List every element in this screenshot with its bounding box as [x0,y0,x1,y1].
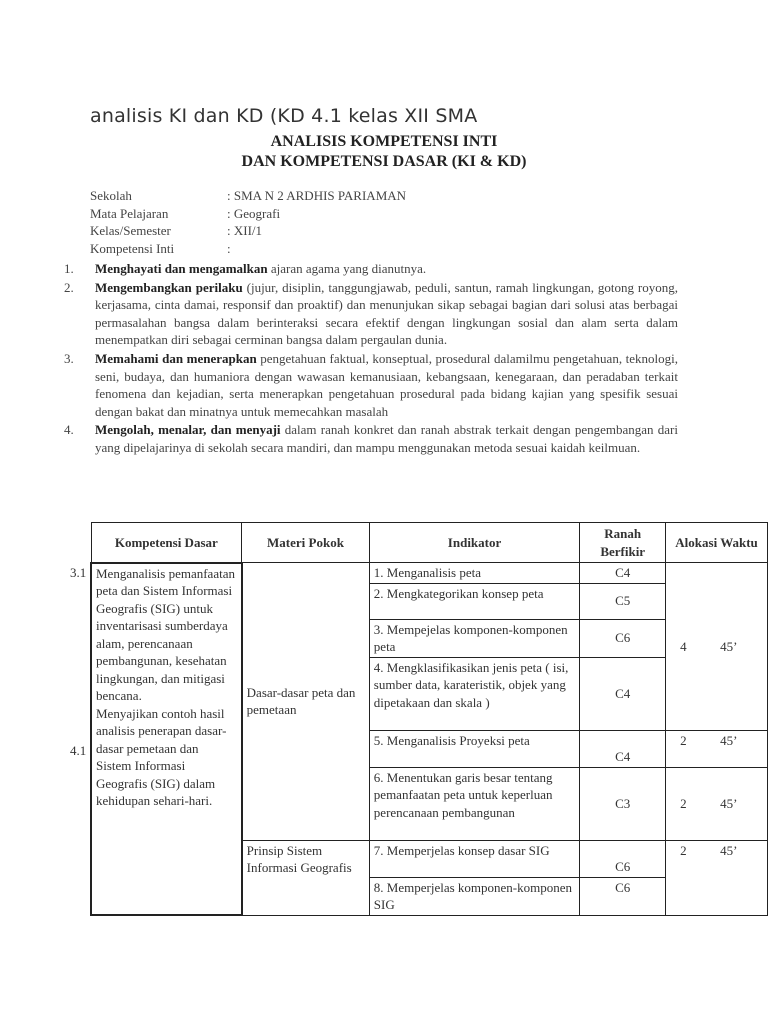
materi-2: Prinsip Sistem Informasi Geografis [242,840,370,915]
ranah-3: C6 [580,619,666,657]
kd-table [90,522,768,916]
info-value: : XII/1 [227,223,263,238]
alokasi-menit: 45’ [720,732,738,748]
info-value: : [227,240,231,256]
info-row-sekolah [90,187,406,205]
ranah-4: C4 [580,657,666,730]
ki-bold: Menghayati dan mengamalkan [95,261,268,276]
ranah-5: C4 [580,730,666,767]
indikator-2: 2. Mengkategorikan konsep peta [369,583,579,619]
info-label: Sekolah [90,188,132,203]
alokasi-jp: 2 [680,795,687,811]
ki-item [64,421,678,456]
kd1-text: Menganalisis pemanfaatan peta dan Sistem Informasi Geografis (SIG) untuk inventarisasi sumberdaya alam, perencanaan pembangunan, kesehatan lingkungan, dan mitigasi bencana. [96,565,235,703]
kd-cell [91,563,242,916]
ki-list [64,260,678,458]
indikator-1: 1. Menganalisis peta [369,563,579,584]
indikator-4: 4. Mengklasifikasikan jenis peta ( isi, sumber data, karateristik, objek yang dipetakaan dan skala ) [369,657,579,730]
alokasi-4 [666,840,768,915]
ranah-7: C6 [580,840,666,877]
indikator-6: 6. Menentukan garis besar tentang pemanfaatan peta untuk keperluan perencanaan pembangunan [369,767,579,840]
info-value: : Geografi [227,205,281,221]
header-kd: Kompetensi Dasar [91,523,242,563]
ki-text: pengetahuan faktual, konseptual, prosedural dalamilmu pengetahuan, teknologi, seni, budaya, dan humaniora dengan wawasan kemanusiaan, kebangsaan, kenegaraan, dan peradaban terkait fenomena dan kejadian, serta menerapkan pengetahuan prosedural pada bidang kajian yang spesifik sesuai dengan bakat dan minatnya untuk memecahkan masalah [95,350,678,419]
ki-bold: Mengembangkan perilaku [95,279,243,295]
info-row-kelas [90,222,406,240]
info-row-ki [90,240,406,258]
alokasi-menit: 45’ [720,842,738,858]
alokasi-menit: 45’ [720,795,738,811]
header-alokasi: Alokasi Waktu [666,523,768,563]
ki-item [64,350,678,420]
ki-bold: Mengolah, menalar, dan menyaji [95,422,281,438]
alokasi-1 [666,563,768,731]
alokasi-jp: 4 [680,638,687,654]
indikator-7: 7. Memperjelas konsep dasar SIG [369,840,579,877]
info-label: Kelas/Semester [90,223,171,238]
info-label: Mata Pelajaran [90,205,169,221]
header-indikator: Indikator [369,523,579,563]
kd1-number: 3.1 [70,565,87,580]
header-materi: Materi Pokok [242,523,370,563]
alokasi-jp: 2 [680,842,687,858]
table-header-row [91,523,768,563]
info-value: : SMA N 2 ARDHIS PARIAMAN [227,188,407,203]
ki-bold: Memahami dan menerapkan [95,350,257,366]
indikator-5: 5. Menganalisis Proyeksi peta [369,730,579,767]
ki-text: dalam ranah konkret dan ranah abstrak terkait dengan pengembangan dari yang dipelajarinya di sekolah secara mandiri, dan mampu menggunakan metoda sesuai kaidah keilmuan. [95,422,679,455]
ranah-2: C5 [580,583,666,619]
ranah-8: C6 [580,877,666,915]
heading-line-2: DAN KOMPETENSI DASAR (KI & KD) [241,153,527,170]
ki-number: 2. [64,279,74,295]
ki-text: ajaran agama yang dianutnya. [267,261,427,276]
alokasi-jp: 2 [680,732,687,748]
kd2-text: Menyajikan contoh hasil analisis penerapan dasar-dasar pemetaan dan Sistem Informasi Geografis (SIG) dalam kehidupan sehari-hari. [96,705,227,808]
document-title: analisis KI dan KD (KD 4.1 kelas XII SMA [90,105,478,127]
ki-item [64,260,678,278]
materi-1: Dasar-dasar peta dan pemetaan [242,563,370,841]
alokasi-3 [666,767,768,840]
indikator-3: 3. Mempejelas komponen-komponen peta [369,619,579,657]
heading-line-1: ANALISIS KOMPETENSI INTI [270,133,498,150]
alokasi-2 [666,730,768,767]
indikator-8: 8. Memperjelas komponen-komponen SIG [369,877,579,915]
header-ranah: Ranah Berfikir [580,523,666,563]
table-row [91,563,768,584]
kd2-number: 4.1 [70,743,87,758]
ranah-6: C3 [580,767,666,840]
ki-number: 4. [64,422,74,438]
identity-block [90,187,406,257]
ranah-1: C4 [580,563,666,584]
alokasi-menit: 45’ [720,638,738,654]
ki-item [64,279,678,349]
ki-number: 3. [64,350,74,366]
ki-number: 1. [64,261,74,276]
info-row-mapel [90,205,406,223]
ki-text: (jujur, disiplin, tanggungjawab, peduli, santun, ramah lingkungan, gotong royong, kerjasama, cinta damai, responsif dan proaktif) dan menunjukan sikap sebagai bagian dari solusi atas berbagai permasalahan bangsa dalam berinteraksi secara efektif dengan lingkungan sosial dan alam serta dalam menempatkan diri sebagai cerminan bangsa dalam pergaulan dunia. [95,279,679,348]
info-label: Kompetensi Inti [90,240,175,256]
